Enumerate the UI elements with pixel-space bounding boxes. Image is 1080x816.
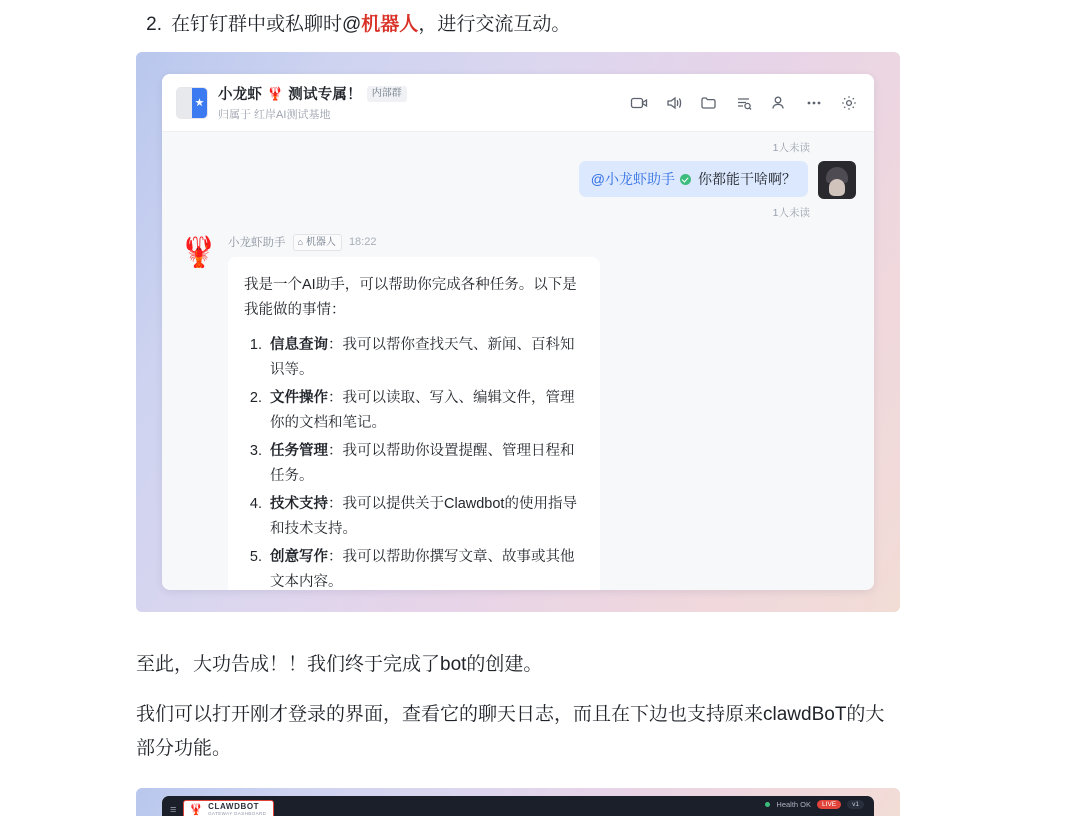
ordered-step-item xyxy=(136,10,956,40)
more-icon[interactable] xyxy=(805,94,823,112)
group-tag-badge: 内部群 xyxy=(367,86,407,102)
settings-icon[interactable] xyxy=(840,94,858,112)
bot-badge xyxy=(293,234,342,251)
group-avatar xyxy=(176,87,208,119)
step-text xyxy=(171,10,956,40)
outgoing-message-text: 你都能干啥啊？ xyxy=(698,171,796,187)
capability-title: 文件操作 xyxy=(270,390,328,406)
mention-text: @小龙虾助手 xyxy=(590,171,675,187)
step-text-after: ，进行交流互动。 xyxy=(418,14,571,35)
message-row-incoming xyxy=(180,234,856,590)
capability-title: 技术支持 xyxy=(270,496,328,512)
list-item xyxy=(266,439,582,489)
group-name: 小龙虾 xyxy=(218,87,263,103)
avatar-right-half xyxy=(192,88,207,118)
outgoing-message-bubble[interactable] xyxy=(579,161,808,197)
step-text-before: 在钉钉群中或私聊时@ xyxy=(171,14,362,35)
folder-icon[interactable] xyxy=(700,94,718,112)
sender-name: 小龙虾助手 xyxy=(228,237,286,249)
dashboard-screenshot-frame xyxy=(136,788,900,816)
capability-body: ：我可以帮助你撰写文章、故事或其他文本内容。 xyxy=(270,549,575,590)
brand-name: CLAWDBOT xyxy=(208,802,260,811)
incoming-message-bubble[interactable] xyxy=(228,257,600,590)
group-meta xyxy=(218,83,407,122)
robot-icon: ⌂ xyxy=(297,236,303,247)
avatar-user[interactable] xyxy=(818,161,856,199)
group-name-suffix: 测试专属！ xyxy=(288,87,362,103)
group-subtitle: 归属于 红岸AI测试基地 xyxy=(218,109,331,121)
capability-title: 信息查询 xyxy=(270,337,328,353)
dingtalk-chat-window xyxy=(162,74,874,590)
step-highlight: 机器人 xyxy=(361,14,419,35)
list-item xyxy=(266,386,582,436)
header-icon-group xyxy=(630,94,858,112)
lobster-icon: 🦞 xyxy=(189,803,204,816)
dashboard-brand-text xyxy=(208,803,266,816)
group-title-row xyxy=(218,83,407,104)
capability-body: ：我可以提供关于Clawdbot的使用指导和技术支持。 xyxy=(270,496,577,537)
incoming-message-column xyxy=(228,234,856,590)
clawdbot-dashboard-window xyxy=(162,796,874,816)
brand-subtitle: GATEWAY DASHBOARD xyxy=(208,811,267,816)
list-search-icon[interactable] xyxy=(735,94,753,112)
dashboard-logo xyxy=(183,800,274,816)
avatar-left-half xyxy=(177,88,192,118)
read-receipt-top: 1人未读 xyxy=(772,142,810,154)
avatar-bot-lobster-icon[interactable]: 🦞 xyxy=(180,236,218,269)
lobster-icon: 🦞 xyxy=(267,85,284,101)
status-badge-version: v1 xyxy=(847,800,864,809)
capability-body: ：我可以读取、写入、编辑文件，管理你的文档和笔记。 xyxy=(270,390,575,431)
bot-intro-text: 我是一个AI助手，可以帮助你完成各种任务。以下是我能做的事情： xyxy=(244,277,577,318)
dashboard-left-group xyxy=(170,800,274,816)
chat-message-list[interactable] xyxy=(162,132,874,590)
list-item xyxy=(266,492,582,542)
paragraph-conclusion: 至此，大功告成！！我们终于完成了bot的创建。 xyxy=(136,654,543,675)
capability-title: 创意写作 xyxy=(270,549,328,565)
bot-capability-list xyxy=(244,333,582,590)
hamburger-menu-icon[interactable]: ≡ xyxy=(170,804,178,816)
message-timestamp: 18:22 xyxy=(348,236,377,248)
video-camera-icon[interactable] xyxy=(630,94,648,112)
chat-screenshot-frame xyxy=(136,52,900,612)
paragraph-next-steps: 我们可以打开刚才登录的界面，查看它的聊天日志，而且在下边也支持原来clawdBoT的大部分功能。 xyxy=(136,704,885,759)
add-member-icon[interactable] xyxy=(770,94,788,112)
list-item xyxy=(266,333,582,383)
list-item xyxy=(266,545,582,590)
speaker-icon[interactable] xyxy=(665,94,683,112)
chat-header xyxy=(162,74,874,132)
incoming-sender-row xyxy=(228,234,856,250)
capability-body: ：我可以帮你查找天气、新闻、百科知识等。 xyxy=(270,337,575,378)
dashboard-status-group xyxy=(765,800,864,809)
status-badge-live: LIVE xyxy=(817,800,841,809)
status-dot-icon xyxy=(765,802,770,807)
bot-badge-label: 机器人 xyxy=(305,236,336,248)
capability-body: ：我可以帮助你设置提醒、管理日程和任务。 xyxy=(270,443,575,484)
capability-title: 任务管理 xyxy=(270,443,328,459)
health-status-text: Health OK xyxy=(776,800,812,809)
message-row-outgoing xyxy=(180,161,856,199)
verified-check-icon xyxy=(680,174,691,185)
read-receipt-outgoing: 1人未读 xyxy=(772,207,810,219)
step-number: 2. xyxy=(146,14,162,35)
